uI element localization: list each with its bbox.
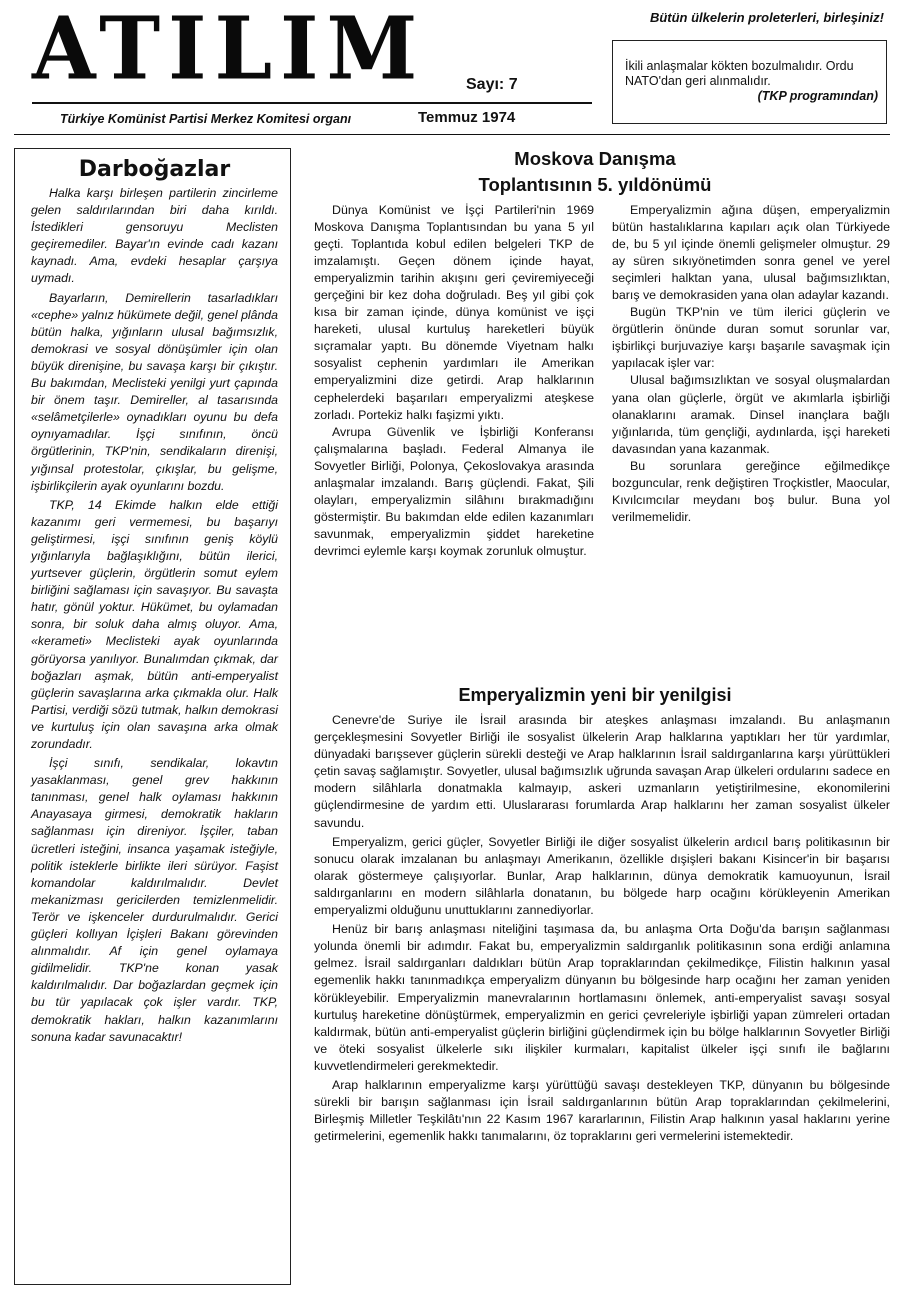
editorial-paragraph: Bayarların, Demirellerin tasarladıkları «cephe» yalnız hükümete değil, genel plânda bütün halka, yığınların ulusal bağımsızlık, demokrasi ve sosyal dönüşümler için olan büyük direnişine, bu savaşa karşı bir çıkıştır. Bu bakımdan, Meclisteki yenilgi yurt çapında bir önem taşır. Demireller, al tasarısında «selâmetçilerle» oynadıkları oyunu bu defa oynıyamadılar. İşçi sınıfının, öncü örgütlerinin, TKP'nin, sendikaların direnişi, yığınsal protestolar, çıkışlar, bu gelişme, işbirlikçilerin ayak oyunlarını bozdu. <box>31 290 278 493</box>
moskova-column-1 <box>314 202 594 560</box>
editorial-paragraph: İşçi sınıfı, sendikalar, lokavtın yasaklanması, genel grev hakkının tanınması, genel halk oylaması hakkının Anayasaya girmesi, demokratik hakların sağlanması için direniyor. İşçiler, taban ücretleri isteğini, insanca yaşamak isteğiyle, politik isteklerle birlikte ileri sürüyor. Faşist komandolar kaldırılmalıdır. Devlet mekanizması gericilerden temizlenmelidir. Terör ve işkenceler durdurulmalıdır. Gerici güçleri kollıyan İçişleri Bakanı görevinden alınmalıdır. Af için genel oylamaya gidilmelidir. TKP'ne konan yasak kaldırılmalıdır. Dar boğazlardan geçmek için bu tür yapılacak çok işler vardır. TKP, demokratik hakları, halkın kazanımlarını sonuna kadar savunacaktır! <box>31 756 278 1044</box>
editorial-paragraph: TKP, 14 Ekimde halkın elde ettiği kazanımı geri vermemesi, bu başarıyı geliştirmesi, işçi sınıfının geniş köylü yığınlarıyla bağlaşıklığını, bütün ilerici, yurtsever güçlerin, örgütlerin somut eylem birliğini sağlaması için savaşıyor. Bu savaşta hatır, gönül yoktur. Hükümet, bu oylamadan sonra, bir soluk daha almış oluyor. Ama, «kerameti» Meclisteki ayak oyunlarında görüyorsa yanılıyor. Bunalımdan çıkmak, dar boğazları aşmak, bütün anti-emperyalist güçlerin savaşlarına arka çıkmakla olur. Halk Partisi, verdiği sözü tutmak, halkın demokrasi ve kurtuluş için olan savaşına arka olmak zorundadır. <box>31 497 278 751</box>
moskova-column-2 <box>612 202 890 526</box>
article-paragraph: Cenevre'de Suriye ile İsrail arasında bir ateşkes anlaşması imzalandı. Bu anlaşmanın gerçekleşmesini Sovyetler Birliği ile sosyalist ülkelerin Arap halklarına yaptıkları her tür yardımlar, dünyadaki barışsever güçlerin sürekli desteği ve Arap halklarının İsrail saldırganlarına karşı yürüttükleri çetin savaş sağlamıştır. Sovyetler, ulusal bağımsızlık uğrunda savaşan Arap ülkeleri ordularını sadece en modern silâhlarla donatmakla kalmayıp, askeri uzmanların yetiştirilmesine, ekonomilerini güçlendirmesine de yardım etti. Uluslararası forumlarda Arap halklarını her zaman sosyalist ülkeler savundu. <box>314 713 890 830</box>
article-paragraph: Ulusal bağımsızlıktan ve sosyal oluşmalardan yana olan güçlerle, örgüt ve akımlarla işbirliği olanaklarını aramak. Dinsel inançlara bağlı yığınlarıda, tüm gençliği, aydınlarda, işçi hareketi davasından yana kazanmak. <box>612 373 890 456</box>
program-quote-source: (TKP programından) <box>757 89 878 103</box>
moskova-headline-line1: Moskova Danışma <box>514 148 676 169</box>
program-quote: İkili anlaşmalar kökten bozulmalıdır. Ordu NATO'dan geri alınmalıdır. <box>625 59 854 88</box>
article-paragraph: Henüz bir barış anlaşması niteliğini taşımasa da, bu anlaşma Orta Doğu'da barışın sağlanması yolunda önemli bir adımdır. Fakat bu, emperyalizmin saldırganlık politikasının sona erdiği anlamına gelmez. İsrail saldırganları daldıkları bütün Arap topraklarından çekilmedikçe, Filistin halkının yasal egemenlik hakkı tanınmadıkça emperyalizm dünyanın bu bölgesinde harp ocağını her zaman yeniden körükleyebilir. Emperyalizmin manevralarının hortlamasını önlemek, anti-emperyalist savaşı sosyal kurtuluş hareketine dönüştürmek, emperyalizmin en gerici çevreleriyle işbirliği yapan zümreleri ortadan kaldırmak, bütün anti-emperyalist güçlerin birliğini güçlendirmek için bu bölge halklarının Sovyetler Birliği ve öteki sosyalist ülkelerle sıkı ilişkiler kurmaları, kapitalist ülkeler işçi sınıfı ile bağlarını kuvvetlendirmeleri gerekmektedir. <box>314 922 890 1073</box>
header-divider <box>14 134 890 135</box>
issue-date: Temmuz 1974 <box>418 109 516 126</box>
moskova-headline <box>300 146 890 198</box>
article-paragraph: Bugün TKP'nin ve tüm ilerici güçlerin ve örgütlerin önünde duran somut sorunlar var, işbirlikçi burjuvaziye karşı başarıle savaşmak için yapılacak işler var: <box>612 305 890 371</box>
article-paragraph: Bu sorunlara gereğince eğilmedikçe bozguncular, renk değiştiren Troçkistler, Maocular, Kıvılcımcılar meydanı boş bulur. Buna yol verilmemelidir. <box>612 458 890 524</box>
article-paragraph: Dünya Komünist ve İşçi Partileri'nin 1969 Moskova Danışma Toplantısından bu yana 5 yıl geçti. Toplantıda kobul edilen belgeleri TKP de imzalamıştı. Geçen dönem içinde hayat, emperyalizmin tarihin akışını geri çeviremiyeceği gerçeğini bir kez doha doğruladı. Beş yıl gibi çok kısa bir zaman içinde, dünya komünist ve işçi hareketi, ulusal kurtuluş hareketleri büyük sıçramalar yaptı. Bu dönemde Viyetnam halkı sosyalist cephenin yardımları ile Amerikan emperyalizmini dize getirdi. Arap halklarının cephelerdeki başarıları emperyalizmi ateşkese zorladı. Portekiz halkı faşizmi yıktı. <box>314 203 594 422</box>
emperyalizm-article <box>314 712 890 1147</box>
moskova-headline-line2: Toplantısının 5. yıldönümü <box>478 174 712 195</box>
masthead-rule <box>32 102 592 104</box>
program-quote-box <box>612 40 887 124</box>
editorial-box <box>14 148 291 1285</box>
issue-number: Sayı: 7 <box>466 76 518 93</box>
editorial-title: Darboğazlar <box>78 157 231 182</box>
article-paragraph: Avrupa Güvenlik ve İşbirliği Konferansı çalışmalarına başladı. Federal Almanya ile Sovyetler Birliği, Polonya, Çekoslovakya arasında anlaşmalar imzalandı. Barış güçlendi. Fakat, Şili olayları, emperyalizmin silâhını bırakmadığını göstermiştir. Bu bakımdan elde edilen kazanımları savunmak, emperyalizmin şiddet hareketine devrimci eylemle karşı koymak zorunluk olmuştur. <box>314 424 594 558</box>
article-paragraph: Emperyalizm, gerici güçler, Sovyetler Birliği ile diğer sosyalist ülkelerin ardıcıl barış politikasının bir sonucu olarak imzalanan bu anlaşmayı Amerikanın, özellikle dışişleri bakanı Kisincer'in bir başarısı olarak göstermeye çalışıyorlar. Bunlar, Arap halklarının, dünya demokratik kamuoyunun, İsrail saldırganlarını en modern silâhlarla donatanın, bu bölgede harp ocağını körükleyenin Amerikan emperyalizmi olduğunu unuttuklarını zannediyorlar. <box>314 834 890 918</box>
organ-line: Türkiye Komünist Partisi Merkez Komitesi organı <box>60 112 352 126</box>
article-paragraph: Emperyalizmin ağına düşen, emperyalizmin bütün hastalıklarına kapıları açık olan Türkiyede de, bu 5 yıl içinde önemli gelişmeler olmuştur. 29 ay süren sıkıyönetimden sonra genel ve yerel seçimleri halktan yana, ulusal bağımsızlıktan, barış ve demokrasiden yana olan adaylar kazandı. <box>612 203 890 303</box>
emperyalizm-headline: Emperyalizmin yeni bir yenilgisi <box>458 685 732 705</box>
editorial-paragraph: Halka karşı birleşen partilerin zincirleme gelen saldırılarından biri daha kırıldı. İstedikleri gensoruyu Meclisten geçiremediler. Bayar'ın evinde cadı kazanı kaynadı. Ama, evdeki hesaplar çarşıya uymadı. <box>31 186 278 286</box>
article-paragraph: Arap halklarının emperyalizme karşı yürüttüğü savaşı destekleyen TKP, dünyanın bu bölgesinde sürekli bir barışın sağlanması için İsrail saldırganlarının bütün Arap topraklarından çekilmelerini, Birleşmiş Milletler Teşkilâtı'nın 22 Kasım 1967 kararlarının, Filistin Arap halkının yasal haklarını yerine getirmelerini, egemenlik hakkı tanımalarını, öz topraklarını geri vermelerini istemektedir. <box>314 1077 890 1144</box>
masthead-logo: ATILIM <box>32 0 426 100</box>
slogan: Bütün ülkelerin proleterleri, birleşiniz! <box>649 10 884 25</box>
